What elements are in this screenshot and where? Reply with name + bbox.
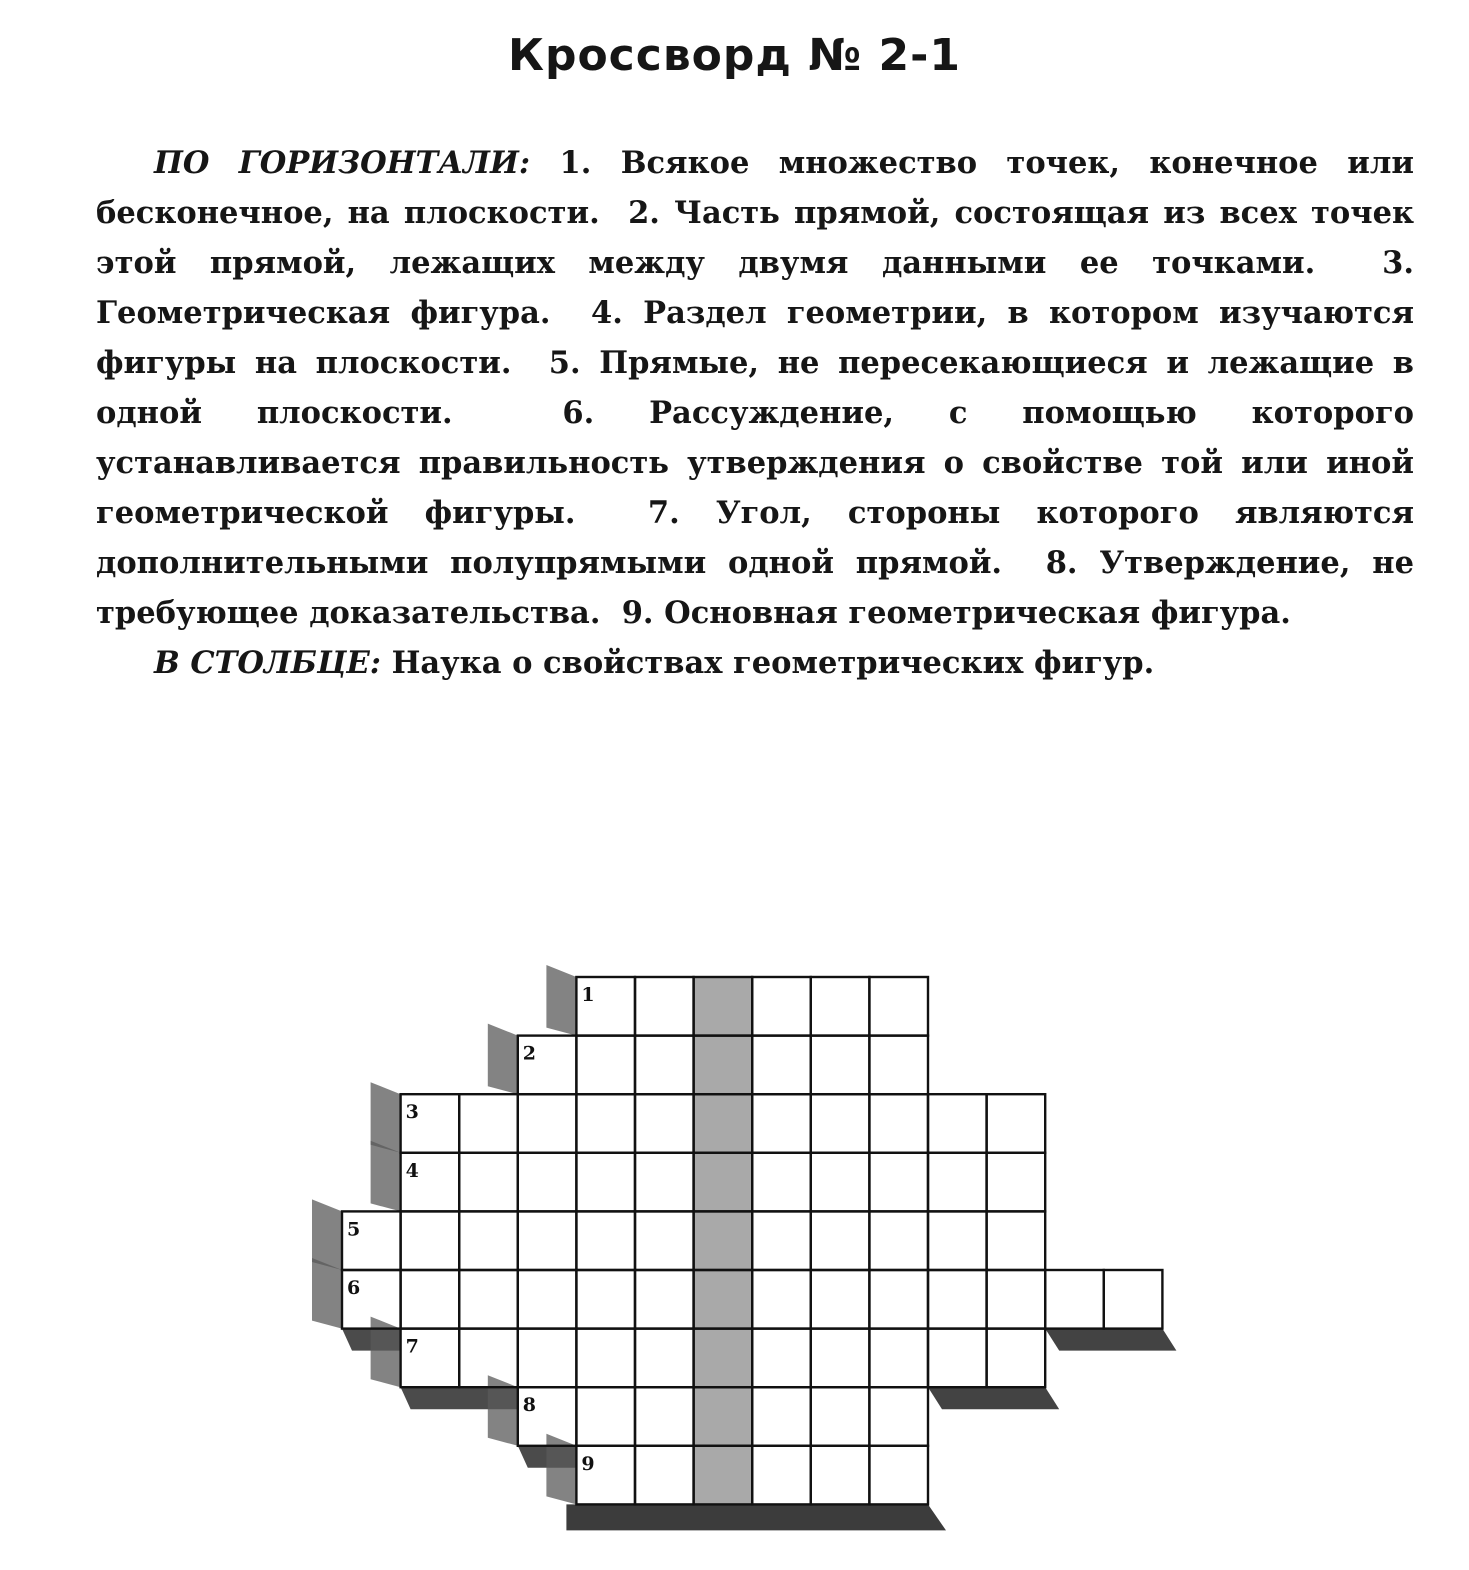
key-column bbox=[694, 977, 753, 1504]
page-title: Кроссворд № 2-1 bbox=[507, 30, 962, 81]
row-number-6: 6 bbox=[347, 1277, 361, 1299]
grid-cell bbox=[576, 1211, 635, 1270]
grid-cell bbox=[576, 1153, 635, 1212]
grid-cell bbox=[811, 1094, 870, 1153]
grid-cell bbox=[576, 1094, 635, 1153]
grid-cell bbox=[869, 1446, 928, 1505]
grid-cell bbox=[752, 1094, 811, 1153]
row-number-2: 2 bbox=[522, 1042, 537, 1065]
grid-cell bbox=[869, 1329, 928, 1388]
row-shadow-3 bbox=[371, 1082, 401, 1153]
row-number-9: 9 bbox=[581, 1452, 595, 1475]
row-shadow-6 bbox=[312, 1258, 342, 1329]
grid-cell bbox=[752, 1387, 811, 1446]
row-number-5: 5 bbox=[347, 1218, 361, 1241]
row-shadow-5 bbox=[312, 1199, 342, 1270]
bottom-shadow-7 bbox=[928, 1387, 1059, 1409]
clue-9: 9. Основная геометрическая фигура. bbox=[621, 595, 1291, 631]
grid-cell bbox=[987, 1153, 1046, 1212]
row-shadow-2 bbox=[488, 1024, 518, 1095]
grid-cell bbox=[752, 1329, 811, 1388]
grid-cell bbox=[635, 1270, 694, 1329]
grid-cells bbox=[342, 977, 1162, 1504]
grid-cell bbox=[752, 1446, 811, 1505]
grid-cell bbox=[752, 1153, 811, 1212]
grid-cell bbox=[1045, 1270, 1104, 1329]
grid-cell bbox=[518, 1270, 577, 1329]
grid-cell bbox=[635, 1153, 694, 1212]
grid-cell bbox=[752, 977, 811, 1036]
grid-cell bbox=[869, 1036, 928, 1095]
row-shadow-1 bbox=[546, 965, 576, 1036]
grid-cell bbox=[401, 1270, 460, 1329]
grid-cell bbox=[811, 1446, 870, 1505]
grid-cell bbox=[811, 1270, 870, 1329]
row-number-8: 8 bbox=[522, 1394, 537, 1417]
row-shadow-4 bbox=[371, 1141, 401, 1212]
grid-cell bbox=[987, 1329, 1046, 1388]
row-number-3: 3 bbox=[405, 1101, 419, 1124]
clue-5: 5. Прямые, не пересекающиеся и лежащие в одной плоскости. bbox=[96, 345, 1414, 431]
column-heading: В СТОЛБЦЕ: bbox=[154, 645, 381, 681]
grid-cell bbox=[811, 1329, 870, 1388]
grid-cell bbox=[811, 1387, 870, 1446]
clue-7: 7. Угол, стороны которого являются дополнительными полупрямыми одной прямой. bbox=[96, 495, 1414, 581]
grid-cell bbox=[459, 1094, 518, 1153]
clue-1: 1. Всякое множество точек, конечное или бесконечное, на плоскости. bbox=[96, 145, 1415, 231]
clue-8: 8. Утверждение, не требующее доказательства. bbox=[96, 545, 1414, 631]
clue-4: 4. Раздел геометрии, в котором изучаются фигуры на плоскости. bbox=[96, 295, 1415, 381]
grid-cell bbox=[752, 1270, 811, 1329]
grid-cell bbox=[635, 1329, 694, 1388]
grid-cell bbox=[869, 1094, 928, 1153]
key-column-shade bbox=[694, 977, 753, 1504]
grid-cell bbox=[869, 1211, 928, 1270]
grid-cell bbox=[811, 1153, 870, 1212]
grid-cell bbox=[576, 1329, 635, 1388]
column-clue-text: Наука о свойствах геометрических фигур. bbox=[391, 645, 1155, 681]
clue-6: 6. Рассуждение, с помощью которого устанавливается правильность утверждения о свойстве той или иной геометрической фигуры. bbox=[96, 395, 1414, 531]
grid-cell bbox=[459, 1270, 518, 1329]
grid-cell bbox=[401, 1211, 460, 1270]
grid-cell bbox=[928, 1270, 987, 1329]
grid-cell bbox=[635, 1446, 694, 1505]
grid-cell bbox=[459, 1153, 518, 1212]
grid-cell bbox=[752, 1211, 811, 1270]
grid-cell bbox=[869, 1153, 928, 1212]
grid-cell bbox=[518, 1153, 577, 1212]
grid-cell bbox=[576, 1387, 635, 1446]
grid-cell bbox=[928, 1153, 987, 1212]
row-shadow-9 bbox=[546, 1434, 576, 1505]
grid-cell bbox=[869, 1270, 928, 1329]
clue-3: 3. Геометрическая фигура. bbox=[96, 245, 1415, 331]
grid-cell bbox=[518, 1094, 577, 1153]
grid-cell bbox=[1104, 1270, 1163, 1329]
row-shadow-7 bbox=[371, 1317, 401, 1388]
grid-cell bbox=[869, 977, 928, 1036]
across-heading: ПО ГОРИЗОНТАЛИ: bbox=[154, 145, 531, 181]
grid-cell bbox=[576, 1270, 635, 1329]
grid-cell bbox=[811, 1036, 870, 1095]
grid-cell bbox=[752, 1036, 811, 1095]
grid-cell bbox=[635, 977, 694, 1036]
grid-cell bbox=[811, 977, 870, 1036]
row-number-7: 7 bbox=[405, 1335, 419, 1358]
clue-2: 2. Часть прямой, состоящая из всех точек этой прямой, лежащих между двумя данными ее точками. bbox=[96, 195, 1415, 281]
grid-cell bbox=[635, 1036, 694, 1095]
grid-cell bbox=[635, 1094, 694, 1153]
row-number-4: 4 bbox=[405, 1159, 419, 1182]
bottom-shadow-6 bbox=[1045, 1329, 1176, 1351]
grid-cell bbox=[928, 1329, 987, 1388]
grid-cell bbox=[635, 1387, 694, 1446]
grid-cell bbox=[987, 1211, 1046, 1270]
grid-cell bbox=[987, 1094, 1046, 1153]
grid-cell bbox=[987, 1270, 1046, 1329]
grid-cell bbox=[635, 1211, 694, 1270]
grid-cell bbox=[518, 1211, 577, 1270]
row-shadow-8 bbox=[488, 1375, 518, 1446]
grid-cell bbox=[518, 1329, 577, 1388]
grid-cell bbox=[811, 1211, 870, 1270]
bottom-shadow-final bbox=[566, 1504, 946, 1530]
grid-cell bbox=[576, 1036, 635, 1095]
grid-cell bbox=[459, 1211, 518, 1270]
grid-cell bbox=[928, 1094, 987, 1153]
row-number-1: 1 bbox=[581, 984, 595, 1006]
grid-cell bbox=[869, 1387, 928, 1446]
grid-cell bbox=[928, 1211, 987, 1270]
